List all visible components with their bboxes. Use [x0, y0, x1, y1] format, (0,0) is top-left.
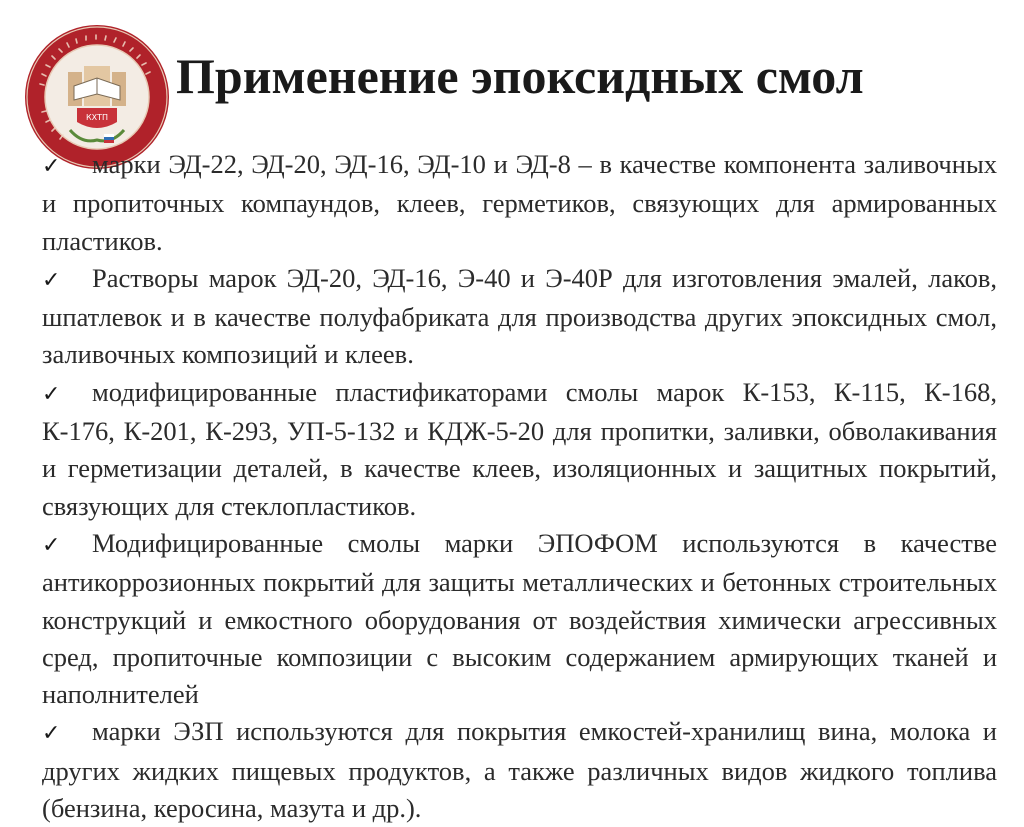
- slide-title: Применение эпоксидных смол: [176, 48, 864, 104]
- list-item: [42, 260, 997, 374]
- checkmark-icon: ✓: [42, 381, 61, 407]
- checkmark-icon: ✓: [42, 532, 61, 558]
- list-item-text: марки ЭЗП используются для покрытия емкостей-хранилищ вина, молока и других жидких пищевых продуктов, а также различных видов жидкого топлива (бензина, керосина, мазута и др.).: [42, 716, 997, 824]
- svg-text:КХТП: КХТП: [85, 113, 109, 122]
- list-item: [42, 713, 997, 827]
- list-item-text: Растворы марок ЭД-20, ЭД-16, Э-40 и Э-40Р для изготовления эмалей, лаков, шпатлевок и в качестве полуфабриката для производства других эпоксидных смол, заливочных композиций и клеев.: [42, 262, 997, 370]
- checkmark-icon: ✓: [42, 721, 61, 747]
- bullet-list: [42, 146, 997, 827]
- checkmark-icon: ✓: [42, 154, 61, 179]
- list-item-text: марки ЭД-22, ЭД-20, ЭД-16, ЭД-10 и ЭД-8 – в качестве компонента заливочных и пропиточных компаундов, клеев, герметиков, связующих для армированных пластиков.: [42, 149, 997, 256]
- list-item: [42, 374, 997, 525]
- list-item: [42, 525, 997, 713]
- list-item-text: Модифицированные смолы марки ЭПОФОМ используются в качестве антикоррозионных покрытий для защиты металлических и бетонных строительных конструкций и емкостного оборудования от воздействия химически агрессивных сред, пропиточные композиции с высоким содержанием армирующих тканей и наполнителей: [42, 527, 997, 710]
- list-item-text: модифицированные пластификаторами смолы марок К-153, К-115, К-168, К-176, К-201, К-293, УП-5-132 и КДЖ-5-20 для пропитки, заливки, обволакивания и герметизации деталей, в качестве клеев, изоляционных и защитных покрытий, связующих для стеклопластиков.: [42, 376, 997, 521]
- checkmark-icon: ✓: [42, 267, 61, 293]
- list-item: [42, 146, 997, 260]
